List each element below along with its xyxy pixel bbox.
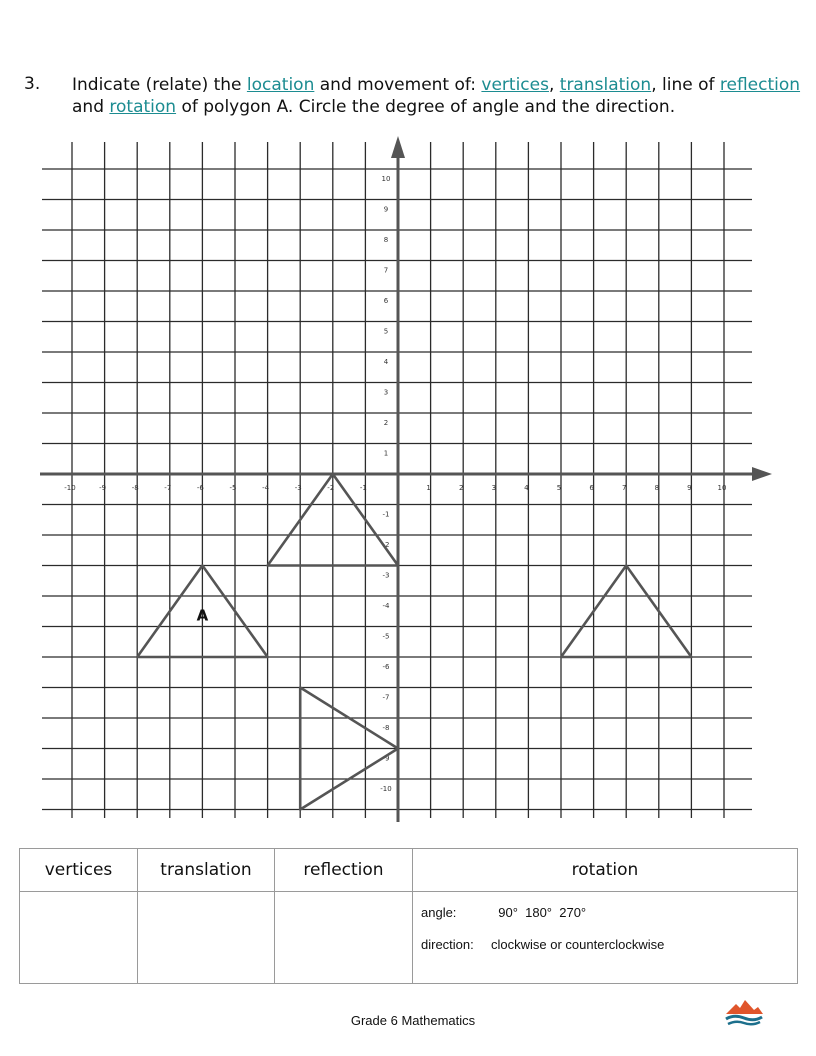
reflection-answer-cell[interactable] xyxy=(275,892,413,984)
header-vertices: vertices xyxy=(20,849,138,892)
y-tick-label: -5 xyxy=(382,632,390,641)
wave-shape xyxy=(728,1022,760,1025)
x-tick-label: 5 xyxy=(556,484,562,492)
question-text-part: Indicate (relate) the xyxy=(72,75,247,95)
question-text-part: and movement of: xyxy=(314,75,482,95)
x-tick-label: 1 xyxy=(426,484,431,492)
x-tick-label: -4 xyxy=(262,484,270,492)
x-tick-label: -9 xyxy=(99,484,107,492)
location-link[interactable]: location xyxy=(246,75,315,95)
direction-label: direction: xyxy=(421,937,474,952)
reflection-link[interactable]: reflection xyxy=(719,75,801,95)
y-tick-label: -8 xyxy=(382,724,390,732)
y-tick-label: 7 xyxy=(383,266,389,275)
x-tick-label: 8 xyxy=(654,484,660,492)
polygon-label: A xyxy=(196,606,209,625)
direction-options[interactable]: clockwise or counterclockwise xyxy=(491,937,665,952)
direction-line xyxy=(421,934,789,956)
x-tick-label: 4 xyxy=(524,484,529,492)
x-axis-arrow-icon xyxy=(752,467,772,481)
x-tick-label: -6 xyxy=(196,484,204,492)
rotation-link[interactable]: rotation xyxy=(109,97,177,117)
header-translation: translation xyxy=(138,849,275,892)
y-tick-label: 5 xyxy=(383,327,389,336)
x-tick-label: -7 xyxy=(164,484,172,492)
x-tick-label: -2 xyxy=(327,484,335,492)
x-tick-label: 9 xyxy=(687,484,692,492)
y-tick-label: 10 xyxy=(381,175,391,183)
question-text-part: , xyxy=(548,75,560,95)
header-reflection: reflection xyxy=(275,849,413,892)
y-tick-label: -9 xyxy=(382,754,390,763)
answer-table-row xyxy=(20,892,798,984)
y-tick-label: 3 xyxy=(383,388,389,397)
x-tick-label: -8 xyxy=(131,484,139,492)
y-axis-arrow-icon xyxy=(391,136,405,158)
vertices-link[interactable]: vertices xyxy=(481,75,549,95)
answer-table xyxy=(19,848,798,984)
y-tick-label: 9 xyxy=(383,205,389,214)
question-number: 3. xyxy=(24,74,41,94)
angle-line xyxy=(421,902,789,924)
y-tick-label: 8 xyxy=(383,236,389,244)
x-tick-label: -5 xyxy=(229,484,237,492)
vertices-answer-cell[interactable] xyxy=(20,892,138,984)
x-tick-label: 3 xyxy=(491,484,497,492)
y-tick-label: -4 xyxy=(382,602,390,610)
y-tick-label: -2 xyxy=(382,541,390,549)
y-tick-label: -7 xyxy=(382,693,390,702)
x-tick-label: 7 xyxy=(621,484,627,492)
rotation-answer-cell[interactable] xyxy=(413,892,798,984)
y-tick-label: -6 xyxy=(382,663,390,671)
angle-options[interactable]: 90° 180° 270° xyxy=(498,905,587,920)
y-tick-label: -3 xyxy=(382,571,390,580)
y-tick-label: 4 xyxy=(383,358,389,366)
mountain-logo-icon xyxy=(724,998,764,1026)
x-tick-label: -3 xyxy=(294,484,302,492)
answer-table-header-row xyxy=(20,849,798,892)
y-tick-label: 6 xyxy=(383,297,389,305)
translation-answer-cell[interactable] xyxy=(138,892,275,984)
mountain-shape xyxy=(726,1000,763,1014)
angle-label: angle: xyxy=(421,905,457,920)
header-rotation: rotation xyxy=(413,849,798,892)
y-tick-label: -10 xyxy=(380,785,392,793)
x-tick-label: -10 xyxy=(64,484,76,492)
question-text-part: , line of xyxy=(651,75,720,95)
translation-link[interactable]: translation xyxy=(559,75,652,95)
wave-shape xyxy=(726,1016,762,1020)
footer-text: Grade 6 Mathematics xyxy=(350,1013,476,1028)
y-tick-label: 2 xyxy=(383,419,389,427)
question-text-part: and xyxy=(72,97,110,117)
x-tick-label: 6 xyxy=(589,484,594,492)
x-tick-label: -1 xyxy=(359,484,367,492)
y-tick-label: -1 xyxy=(382,510,390,519)
question-text-part: of polygon A. Circle the degree of angle and the direction. xyxy=(176,97,676,117)
y-tick-label: 1 xyxy=(383,449,389,458)
x-tick-label: 10 xyxy=(717,484,727,492)
x-tick-label: 2 xyxy=(458,484,464,492)
